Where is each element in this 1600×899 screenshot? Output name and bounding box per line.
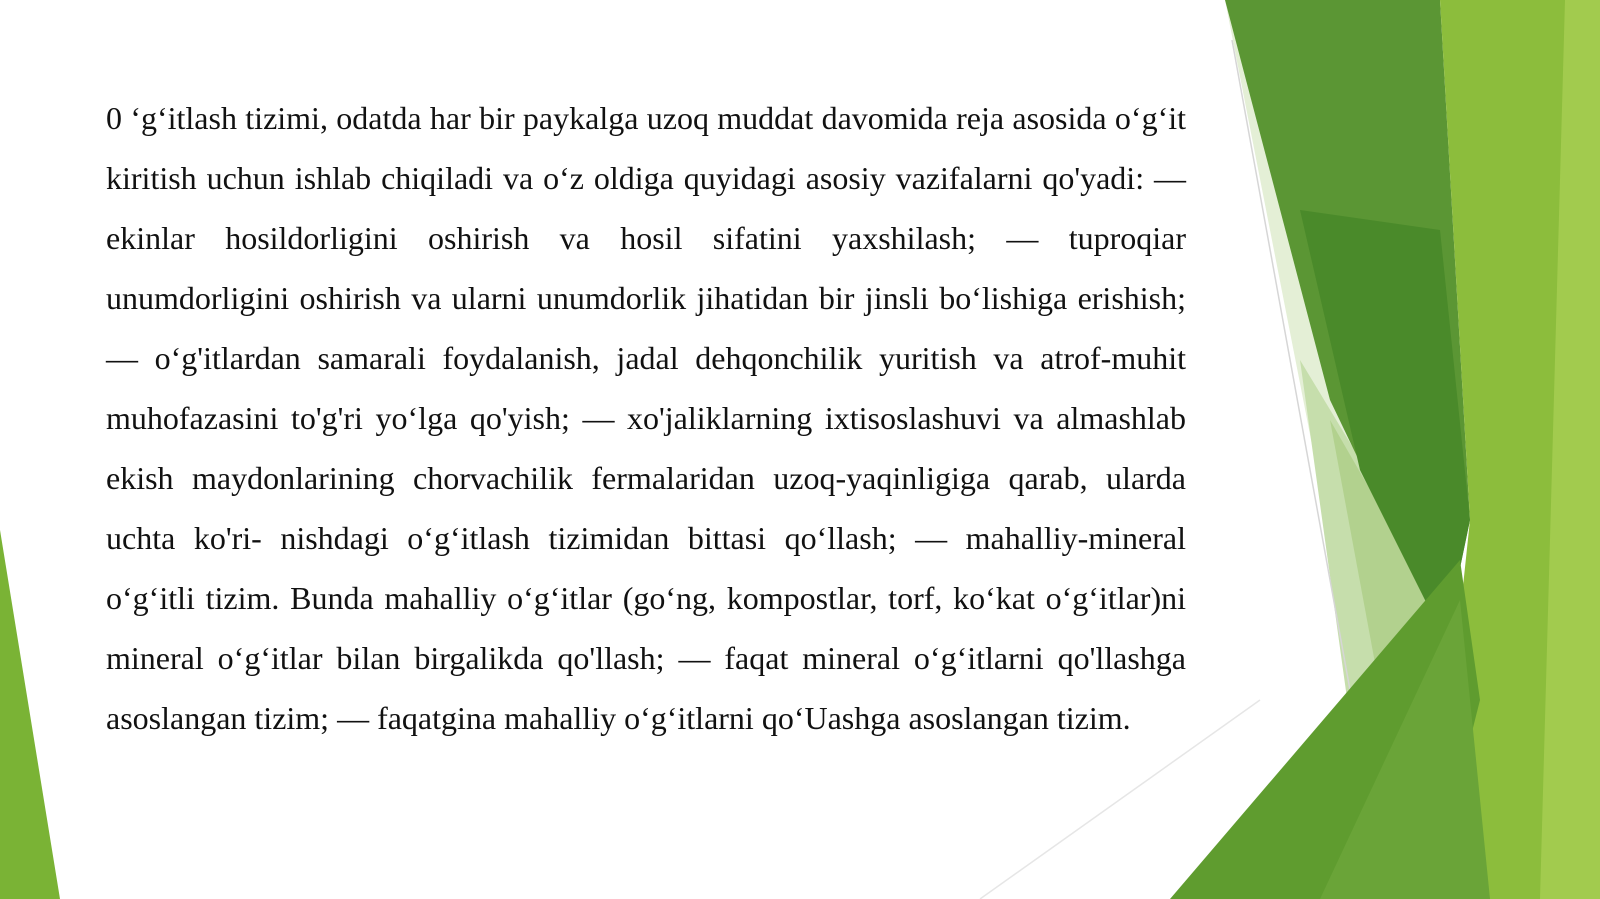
body-paragraph: 0 ‘g‘itlash tizimi, odatda har bir paykalga uzoq muddat davomida reja asosida o‘g‘it kiritish uchun ishlab chiqiladi va o‘z oldiga quyidagi asosiy vazifalarni qo'yadi: — ekinlar hosildorligini oshirish va hosil sifatini yaxshilash; — tuproqiar unumdorligini oshirish va ularni unumdorlik jihatidan bir jinsli bo‘lishiga erishish; — o‘g'itlardan samarali foydalanish, jadal dehqonchilik yuritish va atrof-muhit muhofazasini to'g'ri yo‘lga qo'yish; — xo'jaliklarning ixtisoslashuvi va almashlab ekish maydonlarining chorvachilik fermalaridan uzoq-yaqinligiga qarab, ularda uchta ko'ri- nishdagi o‘g‘itlash tizimidan bittasi qo‘llash; — mahalliy-mineral o‘g‘itli tizim. Bunda mahalliy o‘g‘itlar (go‘ng, kompostlar, torf, ko‘kat o‘g‘itlar)ni mineral o‘g‘itlar bilan birgalikda qo'llash; — faqat mineral o‘g‘itlarni qo'llashga asoslangan tizim; — faqatgina mahalliy o‘g‘itlarni qo‘Uashga asoslangan tizim. (106, 100, 1186, 736)
left-green-sliver (0, 530, 60, 899)
